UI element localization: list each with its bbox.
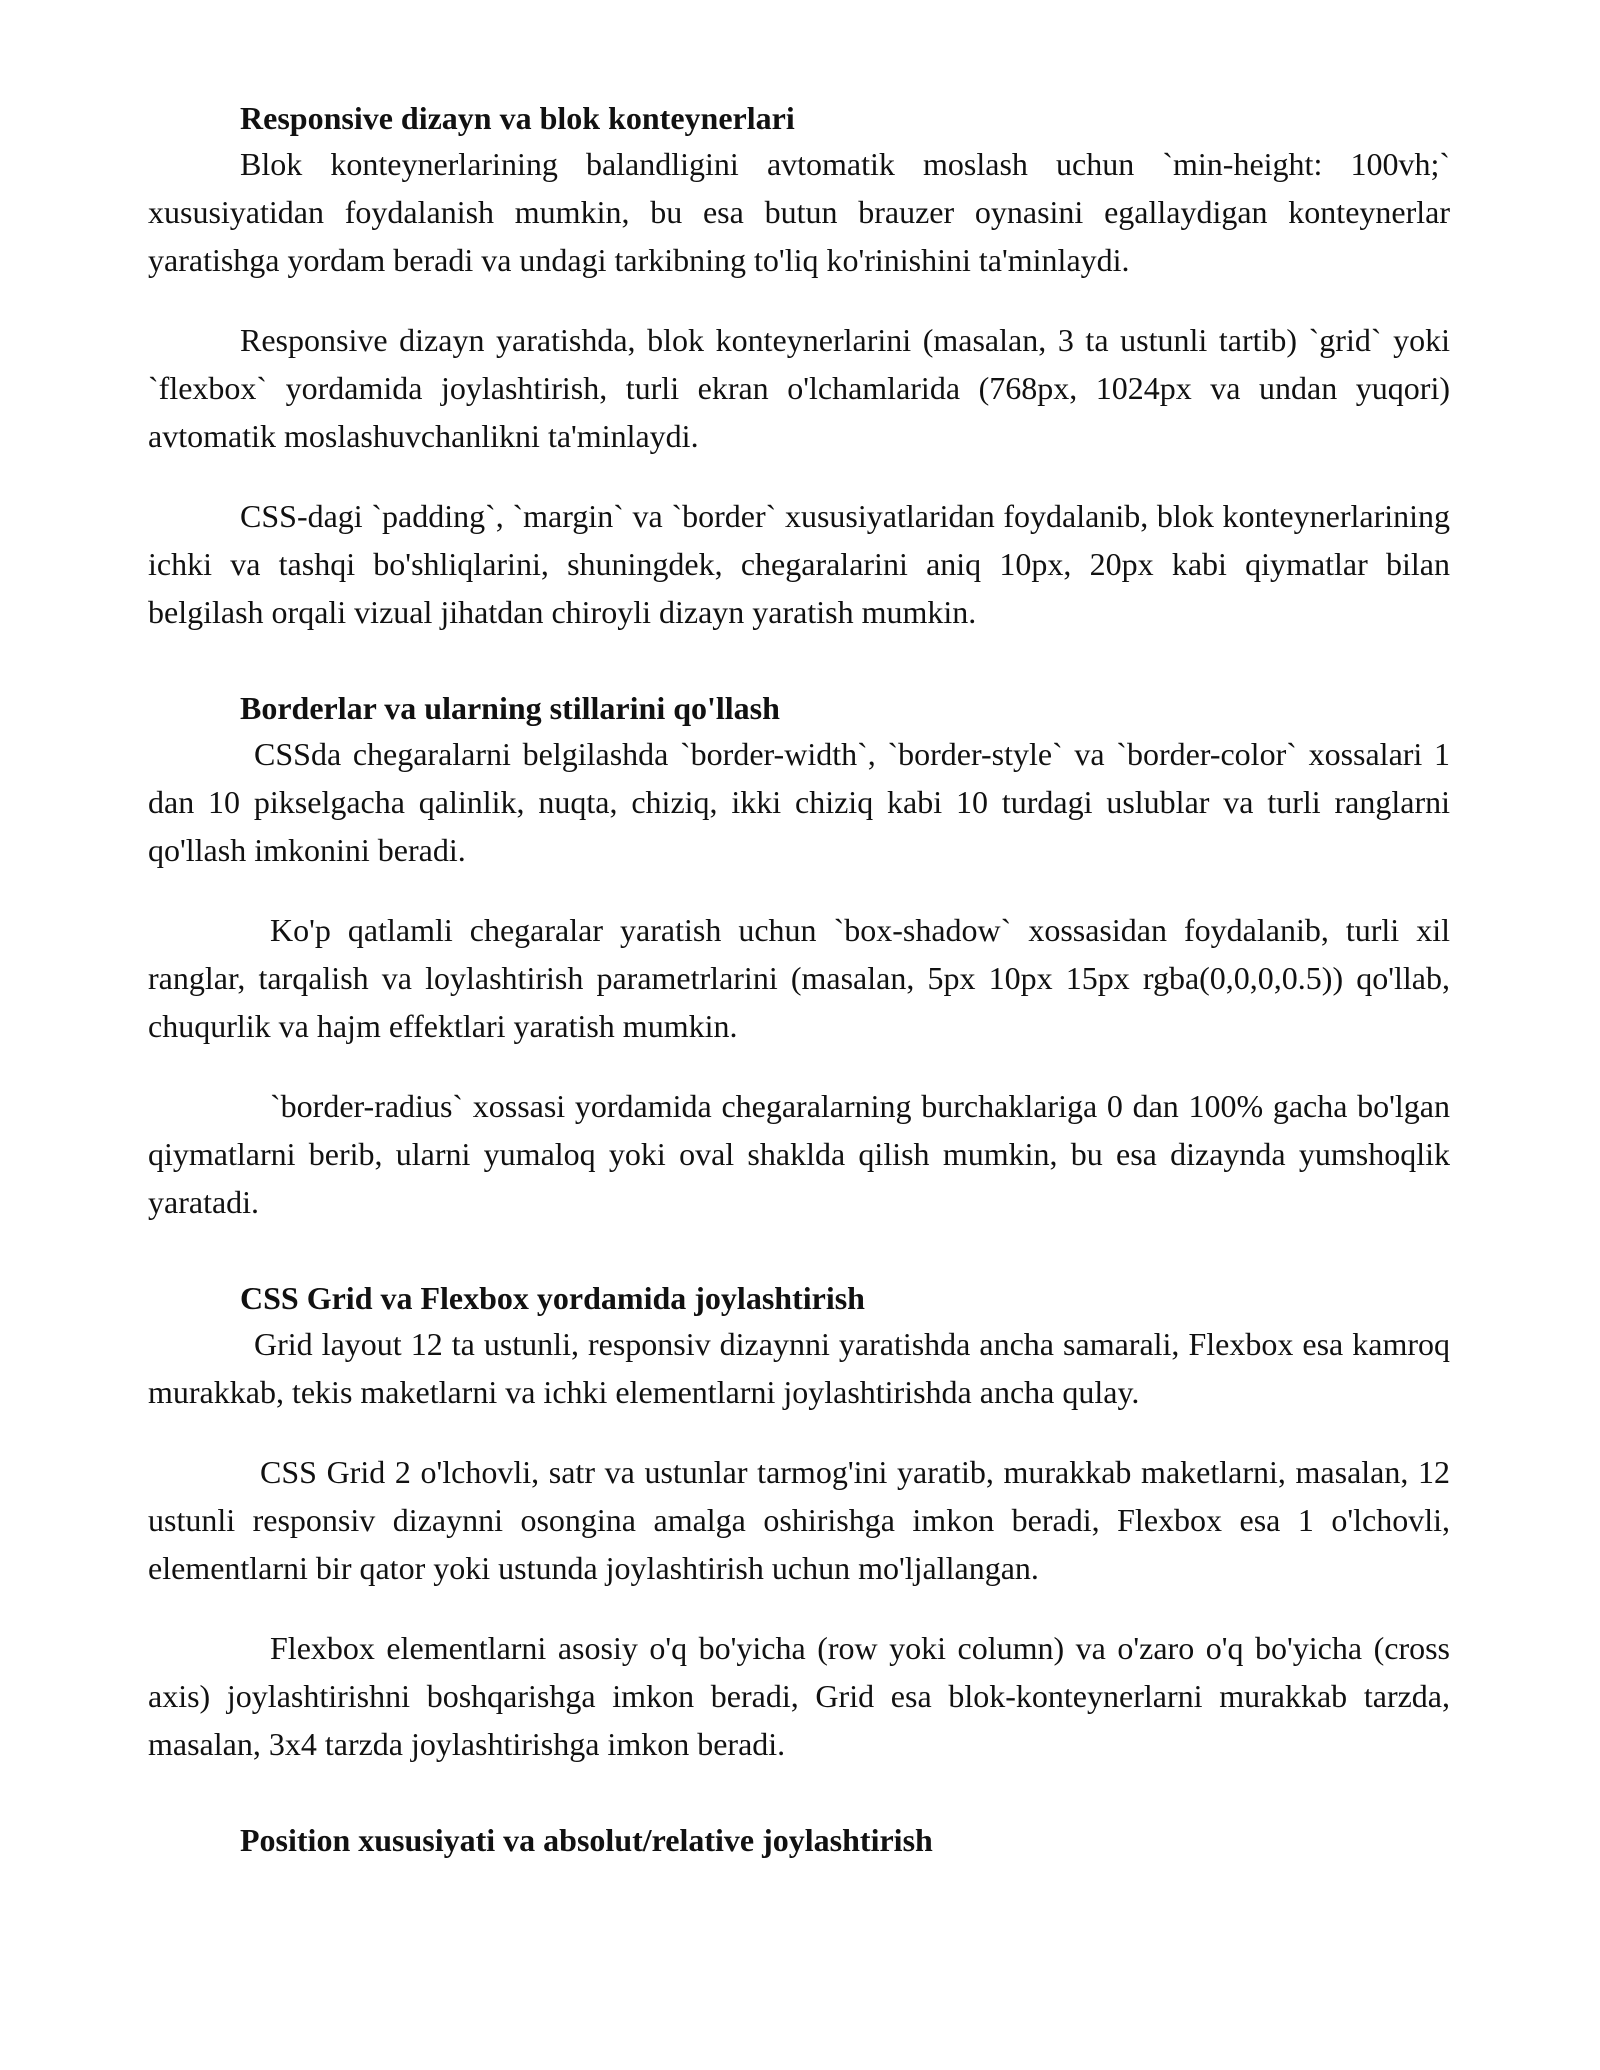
paragraph: CSSda chegaralarni belgilashda `border-width`, `border-style` va `border-color` xossalari 1 dan 10 pikselgacha qalinlik, nuqta, chiziq, ikki chiziq kabi 10 turdagi uslublar va turli ranglarni qo'llash imkonini beradi. [148, 736, 1450, 868]
paragraph: Ko'p qatlamli chegaralar yaratish uchun `box-shadow` xossasidan foydalanib, turli xil ranglar, tarqalish va loylashtirish parametrlarini (masalan, 5px 10px 15px rgba(0,0,0,0.5)) qo'llab, chuqurlik va hajm effektlari yaratish mumkin. [148, 912, 1450, 1044]
paragraph: Grid layout 12 ta ustunli, responsiv dizaynni yaratishda ancha samarali, Flexbox esa kamroq murakkab, tekis maketlarni va ichki elementlarni joylashtirishda ancha qulay. [148, 1326, 1450, 1410]
paragraph: Responsive dizayn yaratishda, blok konteynerlarini (masalan, 3 ta ustunli tartib) `grid` yoki `flexbox` yordamida joylashtirish, turli ekran o'lchamlarida (768px, 1024px va undan yuqori) avtomatik moslashuvchanlikni ta'minlaydi. [148, 322, 1450, 454]
paragraph: Blok konteynerlarining balandligini avtomatik moslash uchun `min-height: 100vh;` xususiyatidan foydalanish mumkin, bu esa butun brauzer oynasini egallaydigan konteynerlar yaratishga yordam beradi va undagi tarkibning to'liq ko'rinishini ta'minlaydi. [148, 146, 1450, 278]
paragraph: Flexbox elementlarni asosiy o'q bo'yicha (row yoki column) va o'zaro o'q bo'yicha (cross axis) joylashtirishni boshqarishga imkon beradi, Grid esa blok-konteynerlarni murakkab tarzda, masalan, 3x4 tarzda joylashtirishga imkon beradi. [148, 1630, 1450, 1762]
section-heading-position: Position xususiyati va absolut/relative joylashtirish [240, 1822, 933, 1858]
paragraph: CSS-dagi `padding`, `margin` va `border` xususiyatlaridan foydalanib, blok konteynerlarining ichki va tashqi bo'shliqlarini, shuningdek, chegaralarini aniq 10px, 20px kabi qiymatlar bilan belgilash orqali vizual jihatdan chiroyli dizayn yaratish mumkin. [148, 498, 1450, 630]
document-page [148, 96, 1450, 1862]
section-heading-responsive: Responsive dizayn va blok konteynerlari [240, 100, 795, 136]
paragraph: CSS Grid 2 o'lchovli, satr va ustunlar tarmog'ini yaratib, murakkab maketlarni, masalan, 12 ustunli responsiv dizaynni osongina amalga oshirishga imkon beradi, Flexbox esa 1 o'lchovli, elementlarni bir qator yoki ustunda joylashtirish uchun mo'ljallangan. [148, 1454, 1450, 1586]
paragraph: `border-radius` xossasi yordamida chegaralarning burchaklariga 0 dan 100% gacha bo'lgan qiymatlarni berib, ularni yumaloq yoki oval shaklda qilish mumkin, bu esa dizaynda yumshoqlik yaratadi. [148, 1088, 1450, 1220]
section-heading-borders: Borderlar va ularning stillarini qo'llash [240, 690, 780, 726]
section-heading-grid-flexbox: CSS Grid va Flexbox yordamida joylashtirish [240, 1280, 865, 1316]
